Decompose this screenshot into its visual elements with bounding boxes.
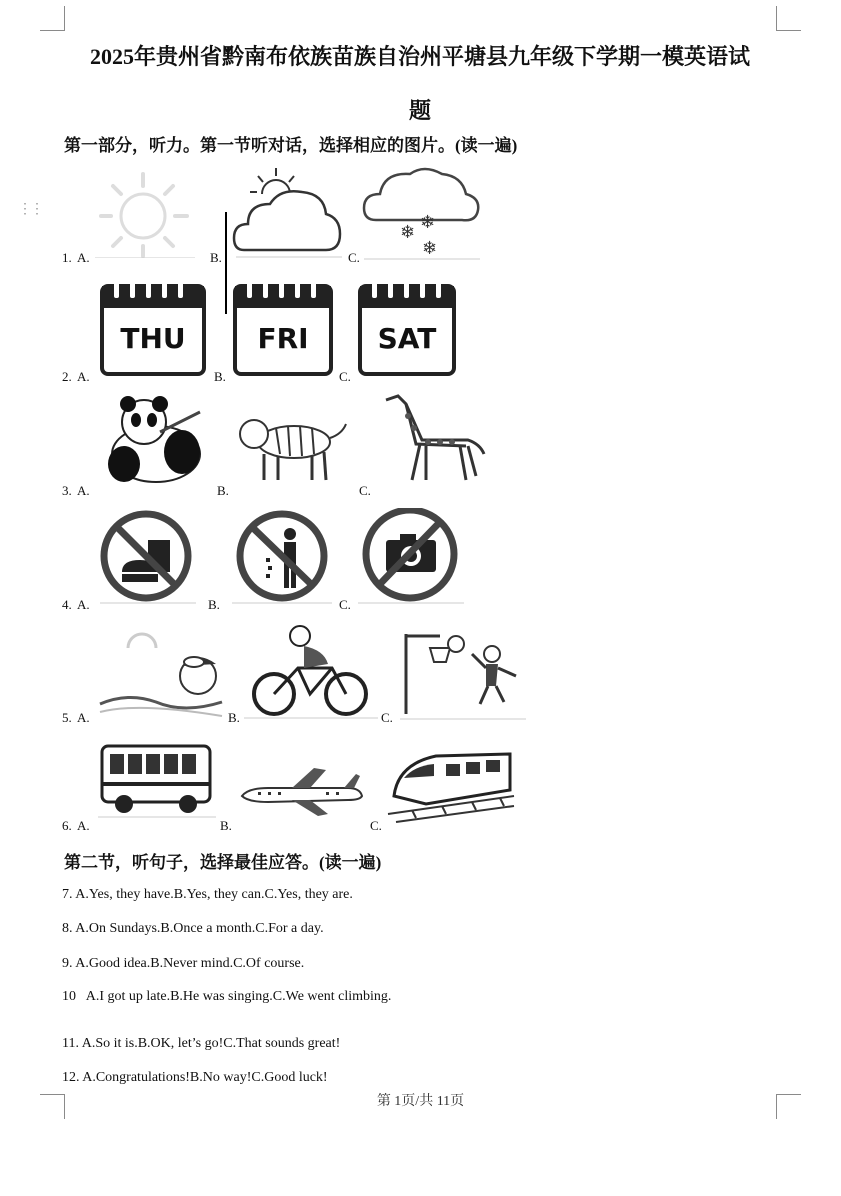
- snow-cloud-icon[interactable]: [362, 164, 482, 260]
- no-photo-icon[interactable]: [358, 508, 466, 604]
- option-b-label: B.: [220, 818, 232, 833]
- option-b-label: B.: [217, 483, 229, 498]
- basketball-icon[interactable]: [400, 624, 526, 720]
- option-c-label: C.: [339, 369, 351, 384]
- option-c-label: C.: [339, 597, 351, 612]
- no-littering-icon[interactable]: [232, 510, 332, 604]
- svg-text:❄: ❄: [420, 212, 436, 233]
- giraffe-icon[interactable]: [376, 390, 496, 484]
- question-number: 1.: [62, 250, 72, 265]
- question-number: 5.: [62, 710, 72, 725]
- sun-icon[interactable]: [95, 168, 195, 258]
- question-12: 12. A.Congratulations!B.No way!C.Good luck!: [62, 1070, 328, 1085]
- question-8: 8. A.On Sundays.B.Once a month.C.For a day.: [62, 921, 324, 936]
- question-number: 2.: [62, 369, 72, 384]
- option-a-label: A.: [77, 597, 90, 612]
- calendar-sat-icon[interactable]: [358, 280, 456, 378]
- option-c-label: C.: [381, 710, 393, 725]
- option-c-label: C.: [370, 818, 382, 833]
- tiger-icon[interactable]: [236, 406, 348, 484]
- crop-mark-top-left: [40, 6, 65, 31]
- question-1: [0, 160, 841, 272]
- calendar-text: FRI: [257, 322, 309, 355]
- part2-heading: 第二节，听句子，选择最佳应答。(读一遍): [64, 853, 382, 872]
- part1-heading: 第一部分，听力。第一节听对话，选择相应的图片。(读一遍): [64, 136, 518, 155]
- question-number: 4.: [62, 597, 72, 612]
- calendar-text: SAT: [377, 322, 437, 355]
- option-a-label: A.: [77, 483, 90, 498]
- document-title: [50, 30, 790, 138]
- calendar-fri-icon[interactable]: [233, 280, 333, 378]
- question-2: [0, 278, 841, 390]
- no-food-icon[interactable]: [100, 510, 196, 604]
- train-icon[interactable]: [386, 744, 516, 824]
- page-footer: 第 1页/共 11页: [376, 1094, 465, 1109]
- option-b-label: B.: [214, 369, 226, 384]
- question-number: 6.: [62, 818, 72, 833]
- question-7: 7. A.Yes, they have.B.Yes, they can.C.Yes, they are.: [62, 887, 353, 902]
- question-11: 11. A.So it is.B.OK, let’s go!C.That sounds great!: [62, 1036, 341, 1051]
- title-line-2: 题: [408, 98, 431, 123]
- option-b-label: B.: [208, 597, 220, 612]
- svg-text:❄: ❄: [400, 222, 416, 243]
- option-c-label: C.: [348, 250, 360, 265]
- bus-icon[interactable]: [98, 742, 216, 818]
- question-6: [0, 734, 841, 846]
- svg-text:❄: ❄: [422, 238, 438, 259]
- calendar-thu-icon[interactable]: [100, 280, 206, 378]
- cycling-icon[interactable]: [244, 620, 378, 720]
- option-a-label: A.: [77, 250, 90, 265]
- option-a-label: A.: [77, 818, 90, 833]
- option-a-label: A.: [77, 710, 90, 725]
- title-line-1: 2025年贵州省黔南布依族苗族自治州平塘县九年级下学期一模英语试: [89, 44, 750, 69]
- question-10: 10 A.I got up late.B.He was singing.C.We went climbing.: [62, 989, 392, 1004]
- swimming-icon[interactable]: [98, 622, 226, 720]
- question-4: [0, 504, 841, 616]
- partly-cloudy-icon[interactable]: [232, 164, 344, 258]
- option-b-label: B.: [210, 250, 222, 265]
- airplane-icon[interactable]: [238, 766, 364, 818]
- question-number: 3.: [62, 483, 72, 498]
- calendar-text: THU: [120, 322, 186, 355]
- option-b-label: B.: [228, 710, 240, 725]
- crop-mark-top-right: [776, 6, 801, 31]
- question-9: 9. A.Good idea.B.Never mind.C.Of course.: [62, 956, 305, 971]
- panda-icon[interactable]: [100, 392, 206, 484]
- question-5: [0, 618, 841, 730]
- option-a-label: A.: [77, 369, 90, 384]
- question-3: [0, 390, 841, 502]
- option-c-label: C.: [359, 483, 371, 498]
- drag-handle-icon[interactable]: ⋮⋮: [18, 202, 42, 217]
